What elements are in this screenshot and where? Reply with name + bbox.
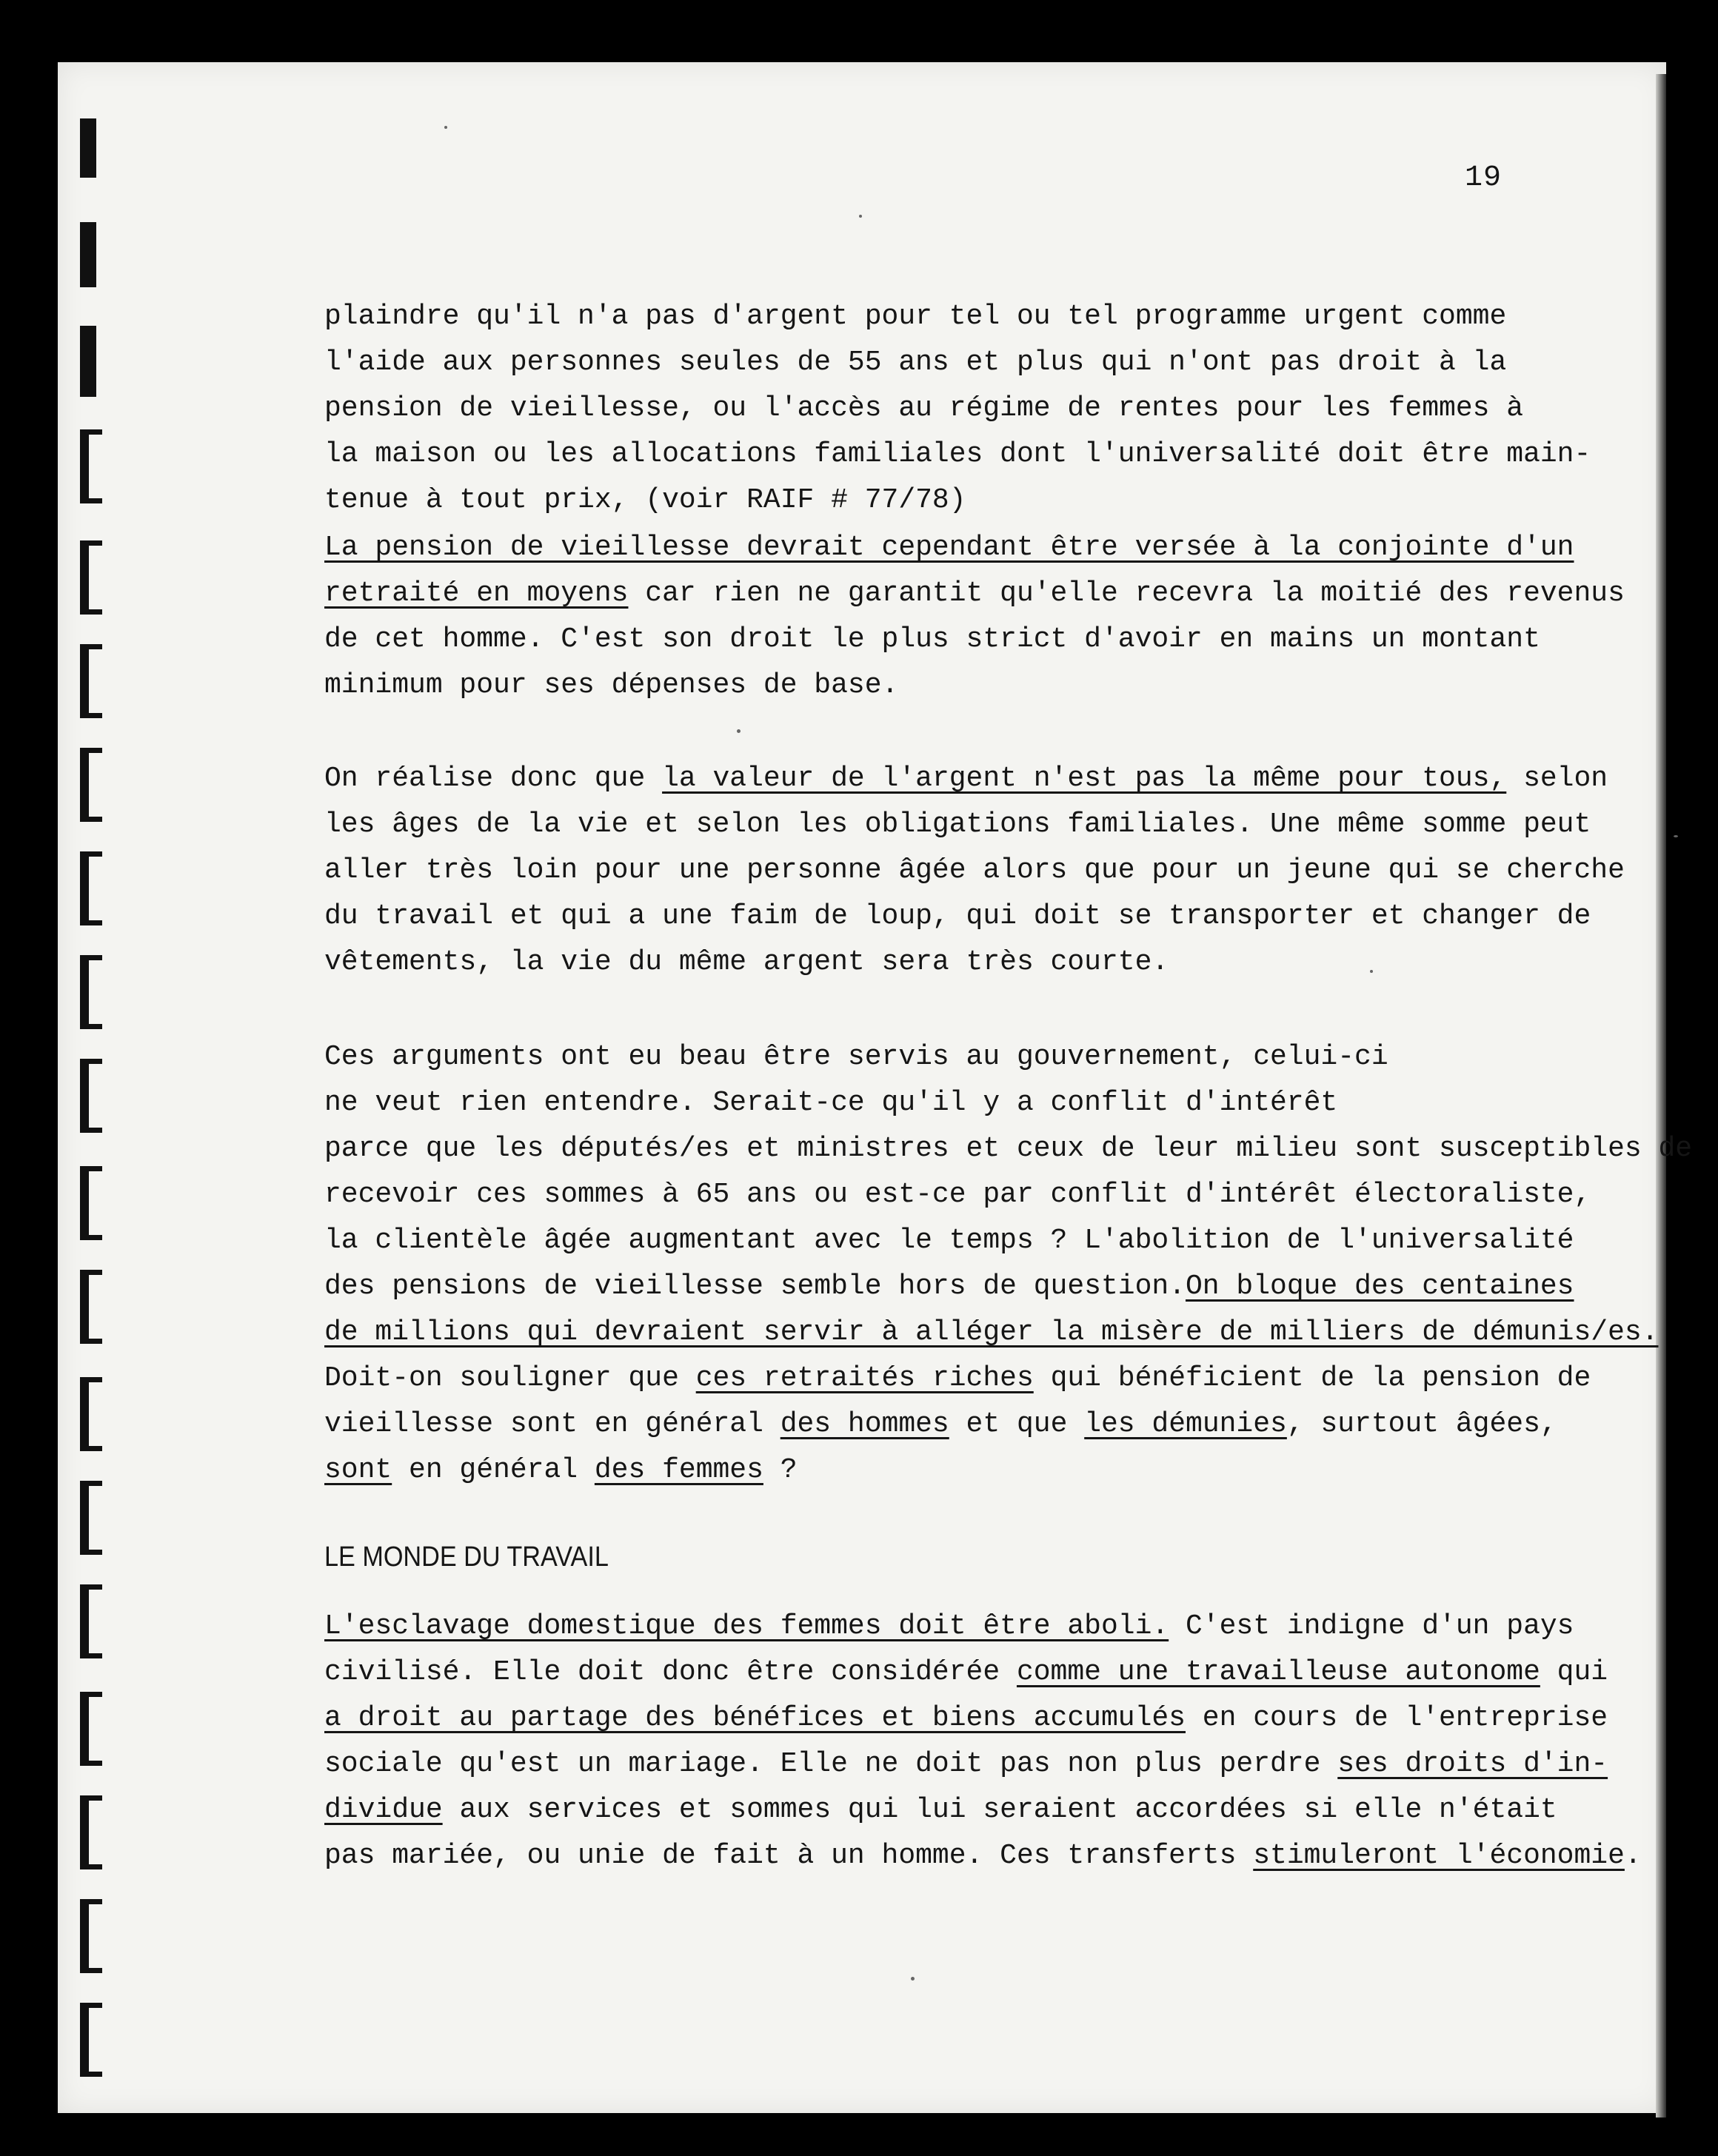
binder-hole	[80, 2003, 102, 2077]
text-line	[324, 1172, 1692, 1218]
binder-hole	[80, 1059, 102, 1133]
binder-hole	[80, 222, 96, 287]
text-run: , surtout âgées,	[1286, 1408, 1557, 1440]
text-run: en cours de l'entreprise	[1186, 1702, 1608, 1734]
text-line	[324, 1126, 1692, 1172]
text-line	[324, 1604, 1642, 1650]
text-run: aux services et sommes qui lui seraient accordées si elle n'était	[442, 1794, 1557, 1826]
scan-speck	[1674, 835, 1678, 837]
paragraph-4	[324, 1034, 1692, 1493]
text-run: du travail et qui a une faim de loup, qui doit se transporter et changer de	[324, 900, 1591, 932]
section-heading: LE MONDE DU TRAVAIL	[324, 1541, 609, 1573]
text-run: civilisé. Elle doit donc être considérée	[324, 1656, 1017, 1688]
text-line	[324, 478, 1591, 523]
binder-hole	[80, 1377, 102, 1451]
text-line	[324, 1741, 1642, 1787]
text-run: minimum pour ses dépenses de base.	[324, 669, 899, 701]
text-run: les âges de la vie et selon les obligations familiales. Une même somme peut	[324, 808, 1591, 840]
binder-hole	[80, 1166, 102, 1240]
scan-speck	[911, 1977, 915, 1981]
text-run: parce que les députés/es et ministres et ceux de leur milieu sont susceptibles de	[324, 1133, 1693, 1165]
text-run: Ces arguments ont eu beau être servis au gouvernement, celui-ci	[324, 1041, 1388, 1073]
binder-hole	[80, 1270, 102, 1344]
text-run: la maison ou les allocations familiales dont l'universalité doit être main-	[324, 438, 1591, 470]
underlined-text: La pension de vieillesse devrait cependant être versée à la conjointe d'un	[324, 532, 1574, 563]
text-run: C'est indigne d'un pays	[1169, 1610, 1574, 1642]
binder-hole	[80, 1692, 102, 1766]
binder-hole	[80, 748, 102, 822]
text-run: ne veut rien entendre. Serait-ce qu'il y a conflit d'intérêt	[324, 1087, 1338, 1119]
binder-hole	[80, 955, 102, 1029]
text-line	[324, 1218, 1692, 1264]
text-line	[324, 1310, 1692, 1356]
text-run: en général	[392, 1454, 595, 1486]
text-run: tenue à tout prix, (voir RAIF # 77/78)	[324, 484, 966, 516]
underlined-text: stimuleront l'économie	[1253, 1840, 1625, 1872]
text-line	[324, 940, 1625, 985]
binder-hole	[80, 1584, 102, 1658]
text-run: pas mariée, ou unie de fait à un homme. Ces transferts	[324, 1840, 1254, 1872]
text-run: des pensions de vieillesse semble hors de question.	[324, 1270, 1186, 1302]
underlined-text: On bloque des centaines	[1186, 1270, 1574, 1302]
text-line	[324, 1787, 1642, 1833]
text-line	[324, 1080, 1692, 1126]
scan-speck	[737, 729, 741, 733]
text-line	[324, 1356, 1692, 1402]
text-line	[324, 294, 1591, 340]
binder-hole	[80, 429, 102, 503]
binder-hole	[80, 118, 96, 178]
text-line	[324, 848, 1625, 894]
binder-hole	[80, 644, 102, 718]
text-run: vêtements, la vie du même argent sera très courte.	[324, 946, 1169, 978]
underlined-text: des femmes	[594, 1454, 763, 1486]
underlined-text: retraité en moyens	[324, 578, 629, 609]
text-run: On réalise donc que	[324, 763, 663, 794]
underlined-text: les démunies	[1084, 1408, 1287, 1440]
underlined-text: a droit au partage des bénéfices et biens accumulés	[324, 1702, 1186, 1734]
text-line	[324, 617, 1625, 663]
underlined-text: des hommes	[780, 1408, 949, 1440]
scan-speck	[444, 126, 447, 129]
text-line	[324, 1833, 1642, 1879]
text-run: qui bénéficient de la pension de	[1033, 1362, 1591, 1394]
text-run: et que	[949, 1408, 1085, 1440]
text-line	[324, 663, 1625, 709]
binder-hole	[80, 540, 102, 615]
underlined-text: ses droits d'in-	[1337, 1748, 1608, 1780]
underlined-text: sont	[324, 1454, 392, 1486]
text-line	[324, 525, 1625, 571]
text-line	[324, 571, 1625, 617]
text-run: plaindre qu'il n'a pas d'argent pour tel ou tel programme urgent comme	[324, 301, 1507, 332]
text-line	[324, 1447, 1692, 1493]
text-line	[324, 432, 1591, 478]
text-run: de cet homme. C'est son droit le plus strict d'avoir en mains un montant	[324, 623, 1540, 655]
text-run: selon	[1506, 763, 1608, 794]
binder-hole	[80, 1899, 102, 1973]
text-line	[324, 340, 1591, 386]
text-line	[324, 894, 1625, 940]
scan-speck	[859, 215, 862, 218]
text-run: aller très loin pour une personne âgée alors que pour un jeune qui se cherche	[324, 854, 1625, 886]
underlined-text: la valeur de l'argent n'est pas la même pour tous,	[662, 763, 1507, 794]
text-run: recevoir ces sommes à 65 ans ou est-ce par conflit d'intérêt électoraliste,	[324, 1179, 1591, 1211]
paragraph-5	[324, 1604, 1642, 1879]
binder-hole	[80, 326, 96, 397]
text-run: vieillesse sont en général	[324, 1408, 781, 1440]
text-run: .	[1624, 1840, 1642, 1872]
text-line	[324, 1034, 1692, 1080]
text-run: la clientèle âgée augmentant avec le temps ? L'abolition de l'universalité	[324, 1225, 1574, 1256]
underlined-text: comme une travailleuse autonome	[1016, 1656, 1540, 1688]
text-run: sociale qu'est un mariage. Elle ne doit pas non plus perdre	[324, 1748, 1338, 1780]
text-run: pension de vieillesse, ou l'accès au régime de rentes pour les femmes à	[324, 392, 1524, 424]
paragraph-3	[324, 756, 1625, 985]
text-line	[324, 756, 1625, 802]
underlined-text: de millions qui devraient servir à alléger la misère de milliers de démunis/es.	[324, 1316, 1659, 1348]
text-run: qui	[1540, 1656, 1608, 1688]
binder-hole	[80, 1481, 102, 1555]
text-line	[324, 1402, 1692, 1447]
text-line	[324, 1650, 1642, 1695]
text-line	[324, 1264, 1692, 1310]
text-line	[324, 1695, 1642, 1741]
text-run: car rien ne garantit qu'elle recevra la moitié des revenus	[628, 578, 1625, 609]
binder-hole	[80, 851, 102, 925]
text-run: Doit-on souligner que	[324, 1362, 696, 1394]
page-number: 19	[1465, 161, 1503, 195]
text-run: l'aide aux personnes seules de 55 ans et plus qui n'ont pas droit à la	[324, 346, 1507, 378]
underlined-text: dividue	[324, 1794, 443, 1826]
text-line	[324, 386, 1591, 432]
text-run: ?	[763, 1454, 798, 1486]
paragraph-1	[324, 294, 1591, 523]
underlined-text: L'esclavage domestique des femmes doit être aboli.	[324, 1610, 1169, 1642]
binder-hole	[80, 1795, 102, 1869]
text-line	[324, 802, 1625, 848]
underlined-text: ces retraités riches	[695, 1362, 1034, 1394]
paragraph-2	[324, 525, 1625, 709]
